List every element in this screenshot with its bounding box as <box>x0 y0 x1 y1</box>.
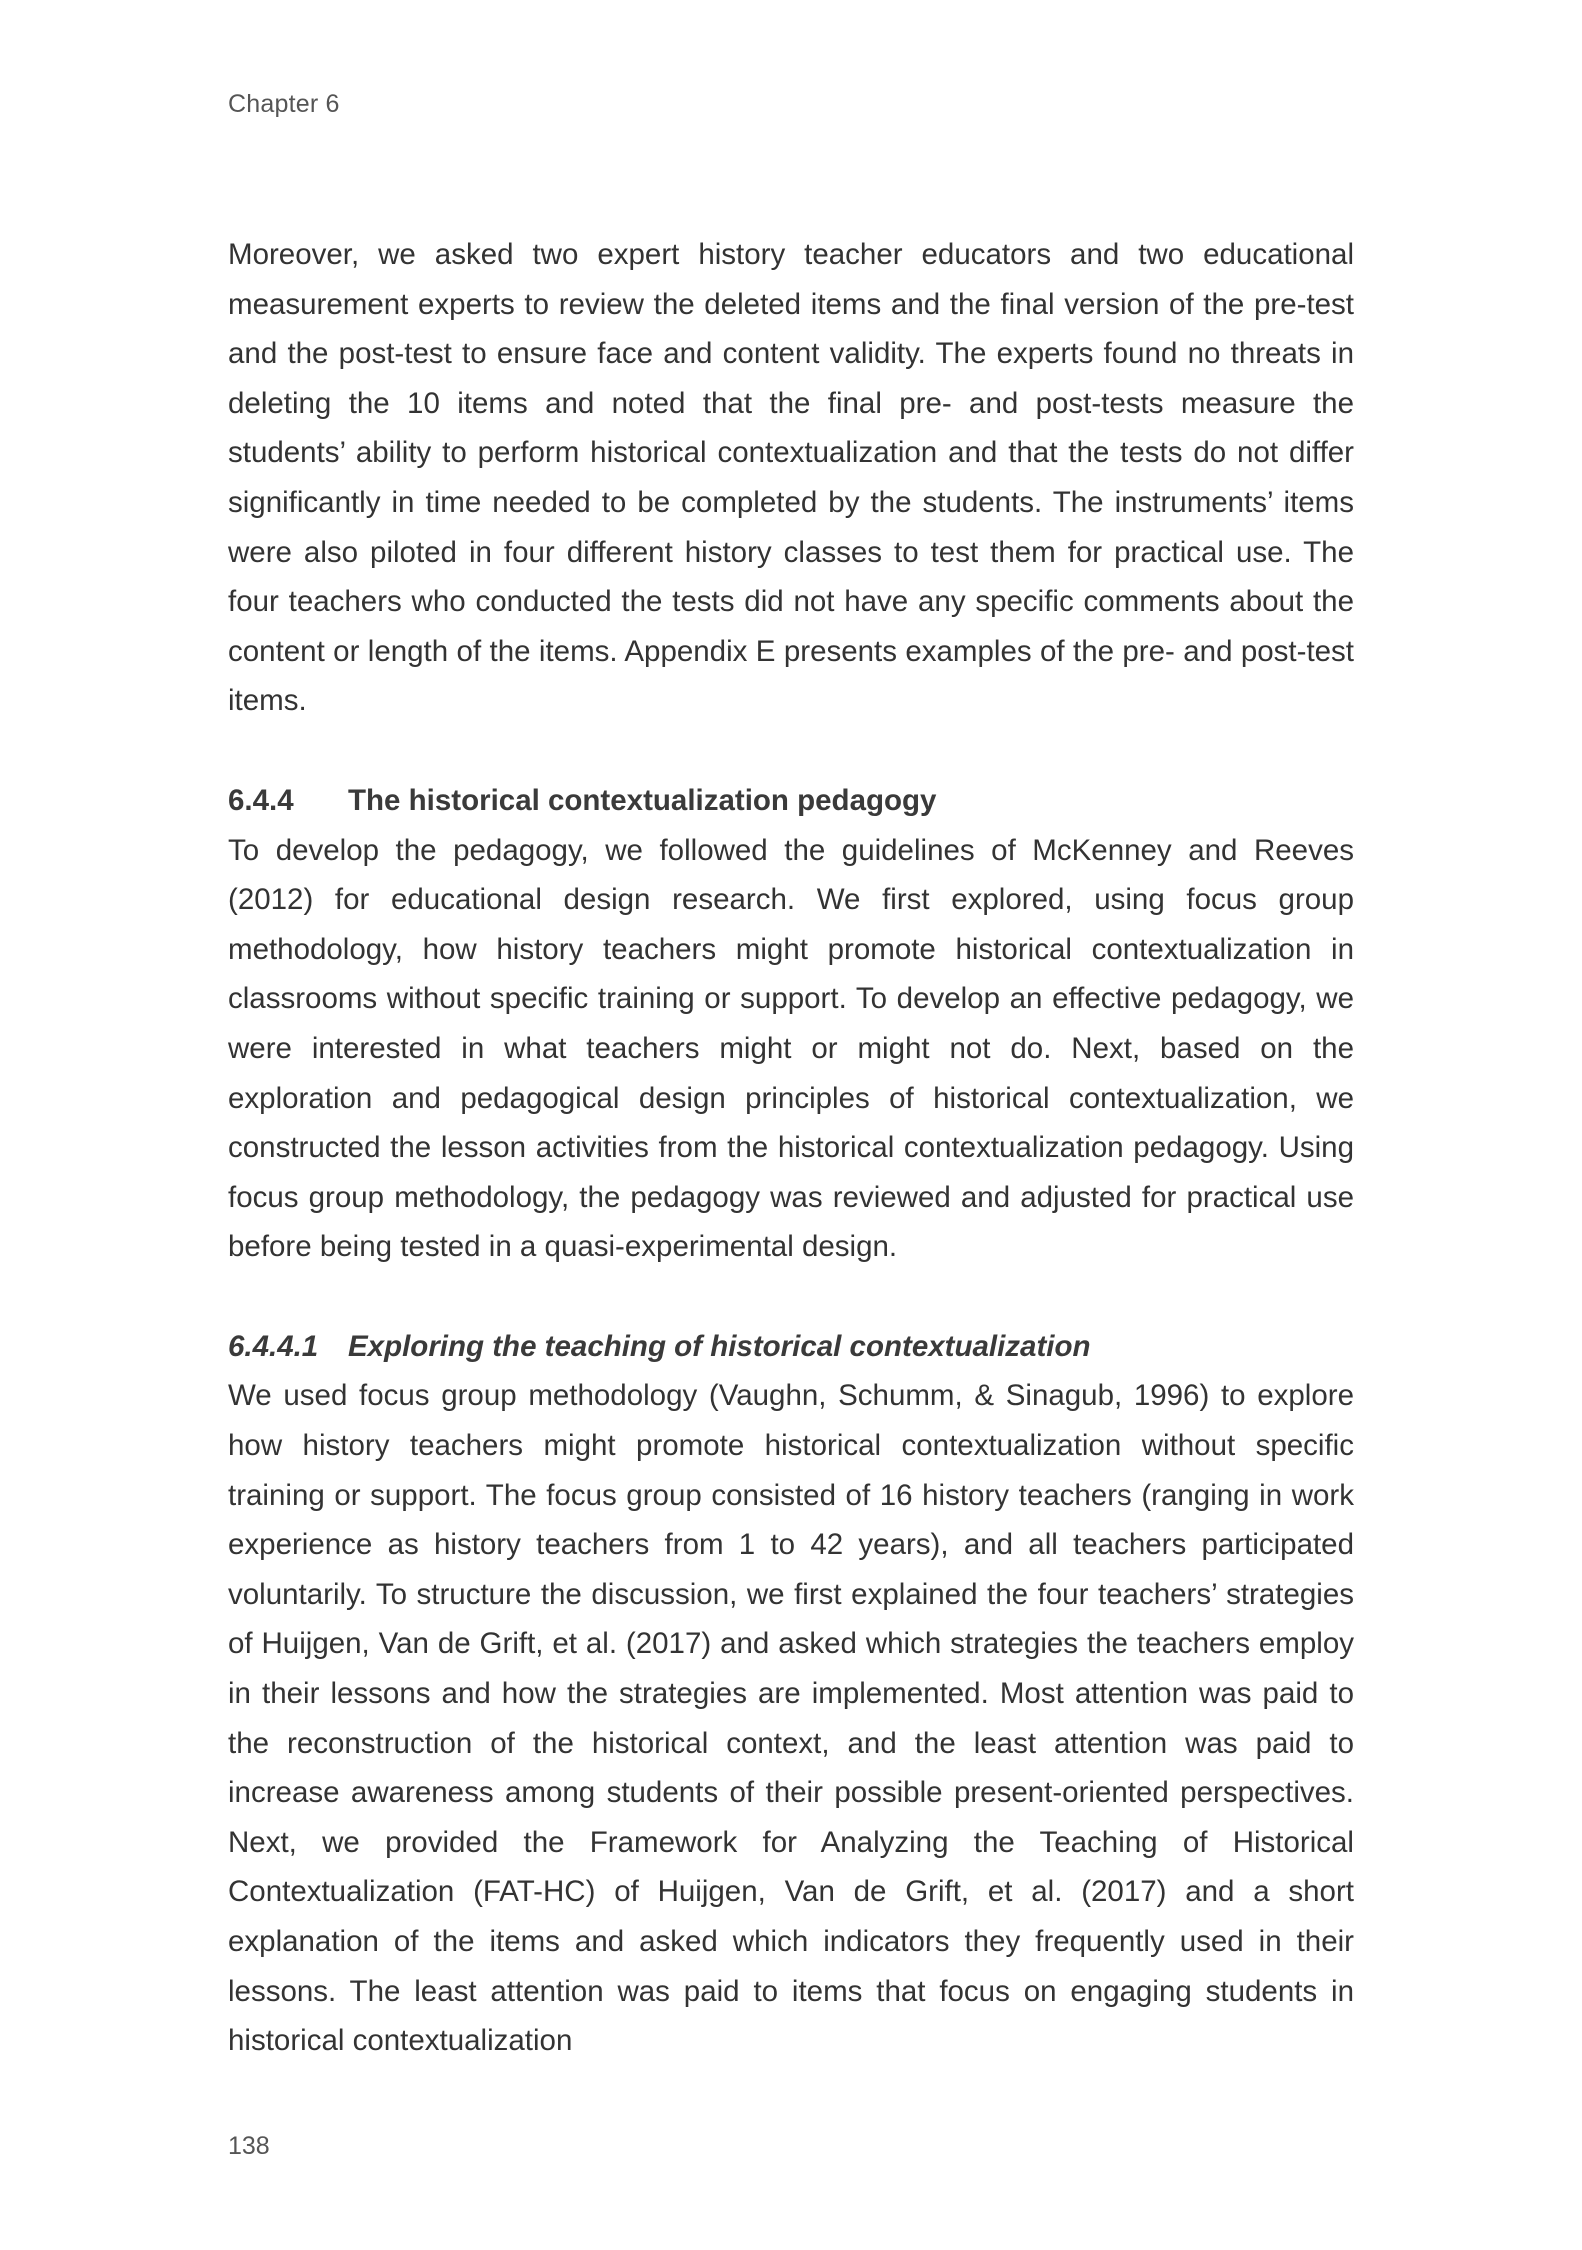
section-number: 6.4.4 <box>228 783 294 817</box>
subsection-title: Exploring the teaching of historical contextualization <box>348 1329 1091 1363</box>
subsection-number: 6.4.4.1 <box>228 1329 319 1363</box>
body-text <box>228 230 1354 2066</box>
running-head: Chapter 6 <box>228 90 340 118</box>
paragraph-pedagogy: To develop the pedagogy, we followed the guidelines of McKenney and Reeves (2012) for educational design research. We first explored, using focus group methodology, how history teachers might promote historical contextualization in classrooms without specific training or support. To develop an effective pedagogy, we were interested in what teachers might or might not do. Next, based on the exploration and pedagogical design principles of historical contextualization, we constructed the lesson activities from the historical contextualization pedagogy. Using focus group methodology, the pedagogy was reviewed and adjusted for practical use before being tested in a quasi-experimental design. <box>228 833 1354 1264</box>
section-title: The historical contextualization pedagogy <box>348 783 937 817</box>
section-heading-6-4-4 <box>228 776 1354 826</box>
paragraph-focus-group: We used focus group methodology (Vaughn, Schumm, & Sinagub, 1996) to explore how history teachers might promote historical contextualization without specific training or support. The focus group consisted of 16 history teachers (ranging in work experience as history teachers from 1 to 42 years), and all teachers participated voluntarily. To structure the discussion, we first explained the four teachers’ strategies of Huijgen, Van de Grift, et al. (2017) and asked which strategies the teachers employ in their lessons and how the strategies are implemented. Most attention was paid to the reconstruction of the historical context, and the least attention was paid to increase awareness among students of their possible present-oriented perspectives. Next, we provided the Framework for Analyzing the Teaching of Historical Contextualization (FAT-HC) of Huijgen, Van de Grift, et al. (2017) and a short explanation of the items and asked which indicators they frequently used in their lessons. The least attention was paid to items that focus on engaging students in historical contextualization <box>228 1379 1354 2058</box>
paragraph-validity: Moreover, we asked two expert history teacher educators and two educational measurement experts to review the deleted items and the final version of the pre-test and the post-test to ensure face and content validity. The experts found no threats in deleting the 10 items and noted that the final pre- and post-tests measure the students’ ability to perform historical contextualization and that the tests do not differ significantly in time needed to be completed by the students. The instruments’ items were also piloted in four different history classes to test them for practical use. The four teachers who conducted the tests did not have any specific comments about the content or length of the items. Appendix E presents examples of the pre- and post-test items. <box>228 238 1354 718</box>
page-number: 138 <box>228 2132 270 2160</box>
section-heading-6-4-4-1 <box>228 1322 1354 1372</box>
